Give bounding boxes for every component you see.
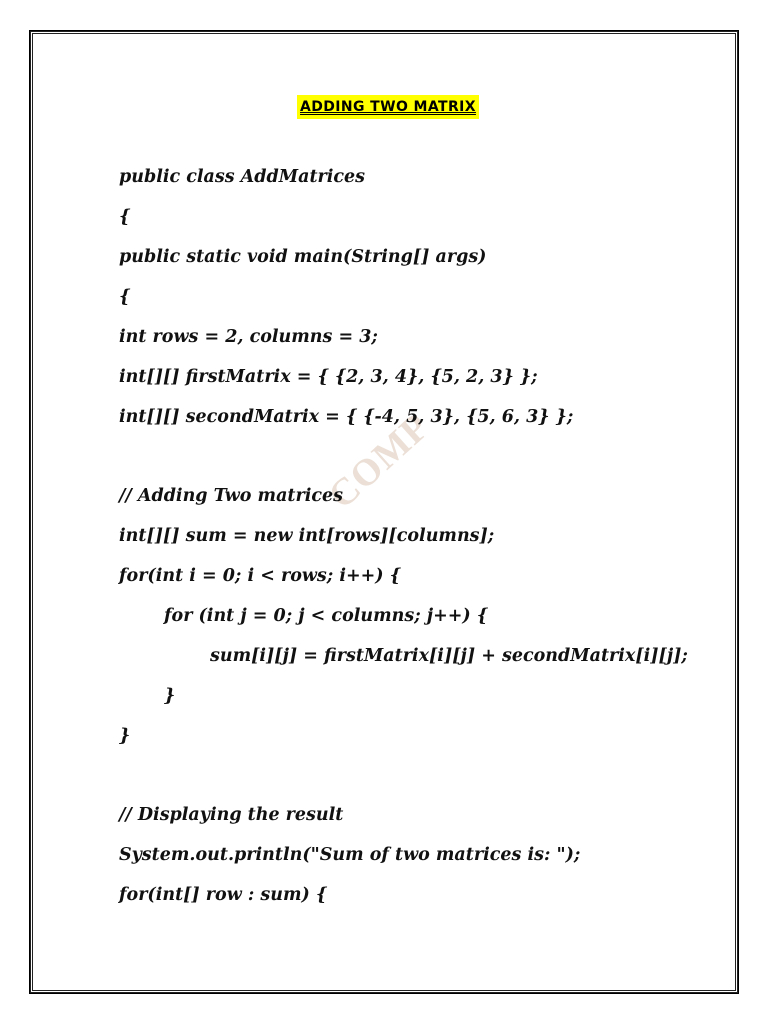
- code-line-comment-display: // Displaying the result: [119, 805, 344, 825]
- code-line-open-brace: {: [119, 207, 131, 227]
- code-line-main-method: public static void main(String[] args): [119, 247, 487, 267]
- code-line-inner-loop: for (int j = 0; j < columns; j++) {: [164, 606, 489, 626]
- code-line-sum-declaration: int[][] sum = new int[rows][columns];: [119, 526, 495, 546]
- code-line-open-brace: {: [119, 287, 131, 307]
- code-line-class-declaration: public class AddMatrices: [119, 167, 366, 187]
- code-line-second-matrix: int[][] secondMatrix = { {-4, 5, 3}, {5, 6, 3} };: [119, 407, 574, 427]
- code-line-first-matrix: int[][] firstMatrix = { {2, 3, 4}, {5, 2, 3} };: [119, 367, 538, 387]
- code-line-comment-adding: // Adding Two matrices: [119, 486, 344, 506]
- code-line-sum-assignment: sum[i][j] = firstMatrix[i][j] + secondMatrix[i][j];: [210, 646, 688, 666]
- code-line-close-brace: }: [164, 686, 176, 706]
- code-line-row-loop: for(int[] row : sum) {: [119, 885, 328, 905]
- document-title: ADDING TWO MATRIX: [297, 95, 479, 119]
- watermark-text: COMP: [320, 405, 439, 517]
- code-line-println: System.out.println("Sum of two matrices is: ");: [119, 845, 581, 865]
- code-line-rows-columns: int rows = 2, columns = 3;: [119, 327, 378, 347]
- code-line-close-brace: }: [119, 726, 131, 746]
- code-line-outer-loop: for(int i = 0; i < rows; i++) {: [119, 566, 401, 586]
